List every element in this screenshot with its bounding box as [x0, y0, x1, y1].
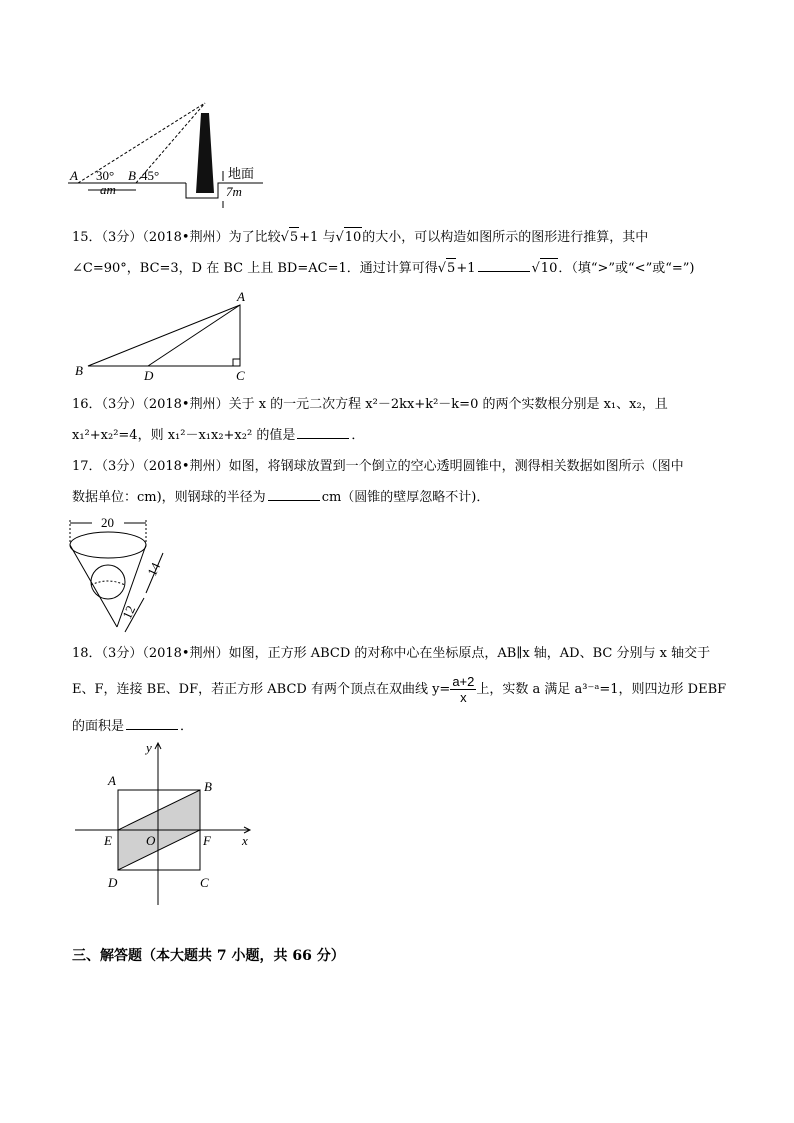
label-b: B [75, 363, 83, 378]
label-c: C [200, 875, 209, 890]
fraction: $\frac{a+2}{x}$ [452, 674, 475, 705]
q15-line1: 15．（3分）（2018•荆州）为了比较√5+1 与√10的大小，可以构造如图所示的图形进行推算，其中 [72, 227, 648, 248]
label-a: A [237, 289, 245, 304]
label-depth: 7m [226, 184, 242, 199]
label-a: A [108, 773, 116, 788]
angle-30: 30° [96, 168, 115, 183]
label-d: D [144, 368, 154, 383]
label-upper-slant: 14 [144, 560, 164, 579]
answer-blank [478, 258, 530, 272]
label-y: y [146, 740, 152, 755]
label-o: O [146, 833, 156, 848]
label-c: C [236, 368, 245, 383]
q17-line1: 17．（3分）（2018•荆州）如图，将钢球放置到一个倒立的空心透明圆锥中，测得相关数据如图所示（图中 [72, 459, 684, 474]
label-x: x [242, 833, 248, 848]
q17-line2: 数据单位：cm)，则钢球的半径为 cm（圆锥的壁厚忽略不计)． [72, 487, 489, 508]
angle-45: 45° [141, 168, 160, 183]
label-b: B [128, 168, 136, 183]
q15-line2: ∠C=90°，BC=3，D 在 BC 上且 BD=AC=1．通过计算可得√5+1 √10．（填“>”或“<”或“=”) [72, 258, 694, 279]
label-f: F [203, 833, 211, 848]
label-lower-slant: 12 [119, 603, 139, 622]
q16-line2: x₁²+x₂²=4，则 x₁²－x₁x₂+x₂² 的值是 ． [72, 425, 364, 446]
q16-line1: 16．（3分）（2018•荆州）关于 x 的一元二次方程 x²－2kx+k²－k=0 的两个实数根分别是 x₁、x₂，且 [72, 397, 668, 412]
label-distance: am [100, 182, 116, 197]
q18-line2: E、F，连接 BE、DF，若正方形 ABCD 有两个顶点在双曲线 y= $\frac{a+2}{x}$ 上，实数 a 满足 a³⁻ᵃ=1，则四边形 DEBF [72, 674, 727, 705]
label-e: E [104, 833, 112, 848]
label-a: A [70, 168, 78, 183]
q18-line1: 18．（3分）（2018•荆州）如图，正方形 ABCD 的对称中心在坐标原点，AB∥x 轴，AD、BC 分别与 x 轴交于 [72, 646, 711, 661]
label-ground: 地面 [228, 166, 255, 181]
label-diameter: 20 [101, 515, 114, 530]
q18-line3: 的面积是 ． [72, 716, 193, 737]
coordinate-figure [0, 0, 300, 920]
label-d: D [108, 875, 118, 890]
label-b: B [204, 779, 212, 794]
section-header: 三、解答题（本大题共 7 小题，共 66 分） [72, 948, 345, 964]
answer-blank [297, 425, 349, 439]
